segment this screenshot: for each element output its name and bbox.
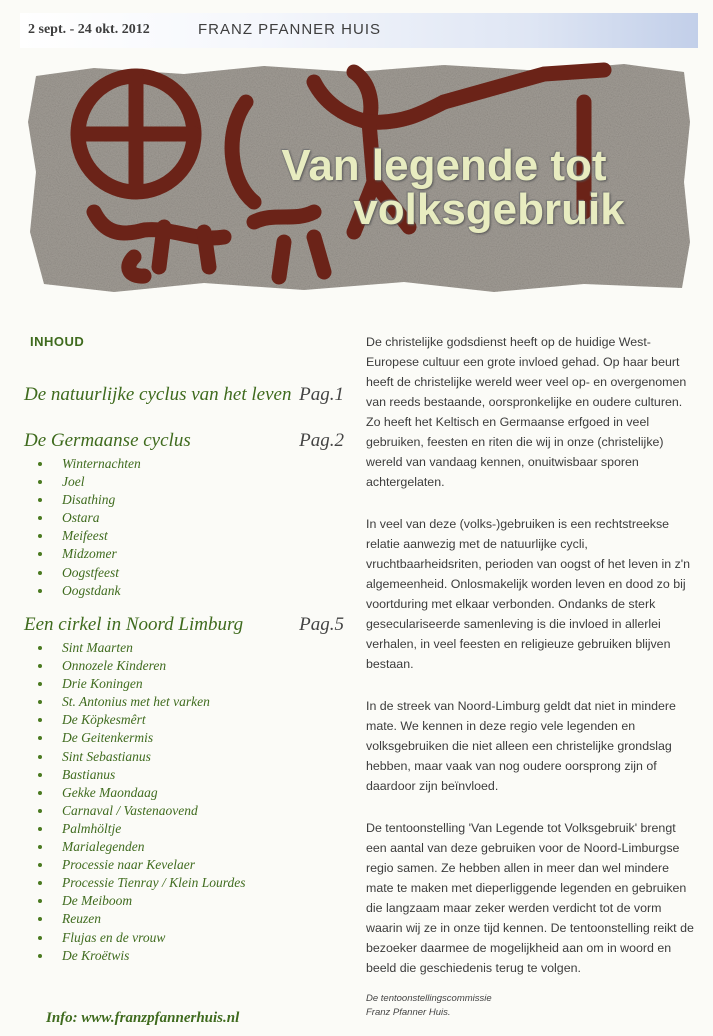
article-paragraph: De tentoonstelling 'Van Legende tot Volksgebruik' brengt een aantal van deze gebruiken voor de Noord-Limburgse regio samen. Ze hebben allen in meer dan wel mindere mate te maken met dieperliggende legenden en gebruiken die langzaam maar zeker werden verdicht tot de vorm waarin wij ze in onze tijd kennen. De tentoonstelling reikt de bezoeker daarmee de mogelijkheid aan om in woord en beeld die geschiedenis terug te volgen. bbox=[366, 821, 694, 975]
toc-item: Oogstdank bbox=[24, 582, 344, 600]
toc-entry bbox=[24, 384, 344, 406]
toc-item: Midzomer bbox=[24, 545, 344, 563]
toc-section-title: De Germaanse cyclus bbox=[24, 430, 191, 451]
toc-page-number: Pag.1 bbox=[299, 384, 344, 405]
signature-line-1: De tentoonstellingscommissie bbox=[366, 993, 492, 1004]
toc-item: Reuzen bbox=[24, 910, 344, 928]
toc-item: Meifeest bbox=[24, 527, 344, 545]
toc-item: Processie naar Kevelaer bbox=[24, 856, 344, 874]
toc-entry bbox=[24, 614, 344, 636]
article-paragraph: In de streek van Noord-Limburg geldt dat niet in mindere mate. We kennen in deze regio vele legenden en volksgebruiken die niet alleen een christelijke grondslag hebben, maar vaak van nog oudere oorsprong zijn of daardoor zijn beïnvloed. bbox=[366, 699, 676, 793]
toc-item: Flujas en de vrouw bbox=[24, 929, 344, 947]
organization-name: FRANZ PFANNER HUIS bbox=[198, 21, 382, 38]
toc-item: Oogstfeest bbox=[24, 564, 344, 582]
website-info: Info: www.franzpfannerhuis.nl bbox=[46, 1010, 240, 1026]
toc-item: Sint Maarten bbox=[24, 639, 344, 657]
toc-item: Marialegenden bbox=[24, 838, 344, 856]
toc-item: De Kroëtwis bbox=[24, 947, 344, 965]
signature bbox=[366, 992, 492, 1020]
toc-item: Processie Tienray / Klein Lourdes bbox=[24, 874, 344, 892]
toc-item: Sint Sebastianus bbox=[24, 748, 344, 766]
exhibition-dates: 2 sept. - 24 okt. 2012 bbox=[28, 22, 150, 37]
toc-page-number: Pag.5 bbox=[299, 614, 344, 635]
toc-item: Gekke Maondaag bbox=[24, 784, 344, 802]
toc-item: Disathing bbox=[24, 491, 344, 509]
toc-item: Bastianus bbox=[24, 766, 344, 784]
toc-page-number: Pag.2 bbox=[299, 430, 344, 451]
toc-section-1 bbox=[24, 384, 344, 406]
toc-item: Joel bbox=[24, 473, 344, 491]
article-paragraph: De christelijke godsdienst heeft op de huidige West-Europese cultuur een grote invloed gehad. Op haar beurt heeft de christelijke wereld weer veel op- en overgenomen van reeds bestaande, oorspronkelijke en oudere culturen. Zo heeft het Keltisch en Germaanse erfgoed in veel gebruiken, feesten en riten die wij in onze (christelijke) wereld van vandaag kennen, onuitwisbaar sporen achtergelaten. bbox=[366, 335, 687, 489]
toc-list bbox=[24, 639, 344, 965]
title-line-2: volksgebruik bbox=[353, 185, 625, 234]
toc-section-title: De natuurlijke cyclus van het leven bbox=[24, 384, 292, 405]
toc-list bbox=[24, 455, 344, 600]
toc-item: St. Antonius met het varken bbox=[24, 693, 344, 711]
toc-item: De Meiboom bbox=[24, 892, 344, 910]
toc-section-3 bbox=[24, 614, 344, 965]
article-body bbox=[366, 332, 696, 1000]
toc-item: Ostara bbox=[24, 509, 344, 527]
toc-section-title: Een cirkel in Noord Limburg bbox=[24, 614, 244, 635]
toc-item: De Köpkesmêrt bbox=[24, 711, 344, 729]
toc-item: Drie Koningen bbox=[24, 675, 344, 693]
toc-item: Winternachten bbox=[24, 455, 344, 473]
toc-item: Carnaval / Vastenaovend bbox=[24, 802, 344, 820]
title-line-1: Van legende tot bbox=[281, 141, 607, 190]
toc-item: De Geitenkermis bbox=[24, 729, 344, 747]
toc-item: Palmhöltje bbox=[24, 820, 344, 838]
banner bbox=[24, 62, 692, 294]
signature-line-2: Franz Pfanner Huis. bbox=[366, 1007, 451, 1018]
toc-section-2 bbox=[24, 430, 344, 600]
toc-item: Onnozele Kinderen bbox=[24, 657, 344, 675]
toc-entry bbox=[24, 430, 344, 452]
page-title bbox=[184, 141, 704, 234]
toc-heading: INHOUD bbox=[30, 334, 85, 349]
article-paragraph: In veel van deze (volks-)gebruiken is een rechtstreekse relatie aanwezig met de natuurlijke cycli, vruchtbaarheidsriten, perioden van oogst of het leven in z'n algemeenheid. Onlosmakelijk worden leven en dood zo bij voortduring met elkaar verbonden. Ondanks de sterk geseculariseerde samenleving is die invloed in allerlei verhalen, in veel feesten en religieuze gebruiken blijven bestaan. bbox=[366, 517, 691, 671]
